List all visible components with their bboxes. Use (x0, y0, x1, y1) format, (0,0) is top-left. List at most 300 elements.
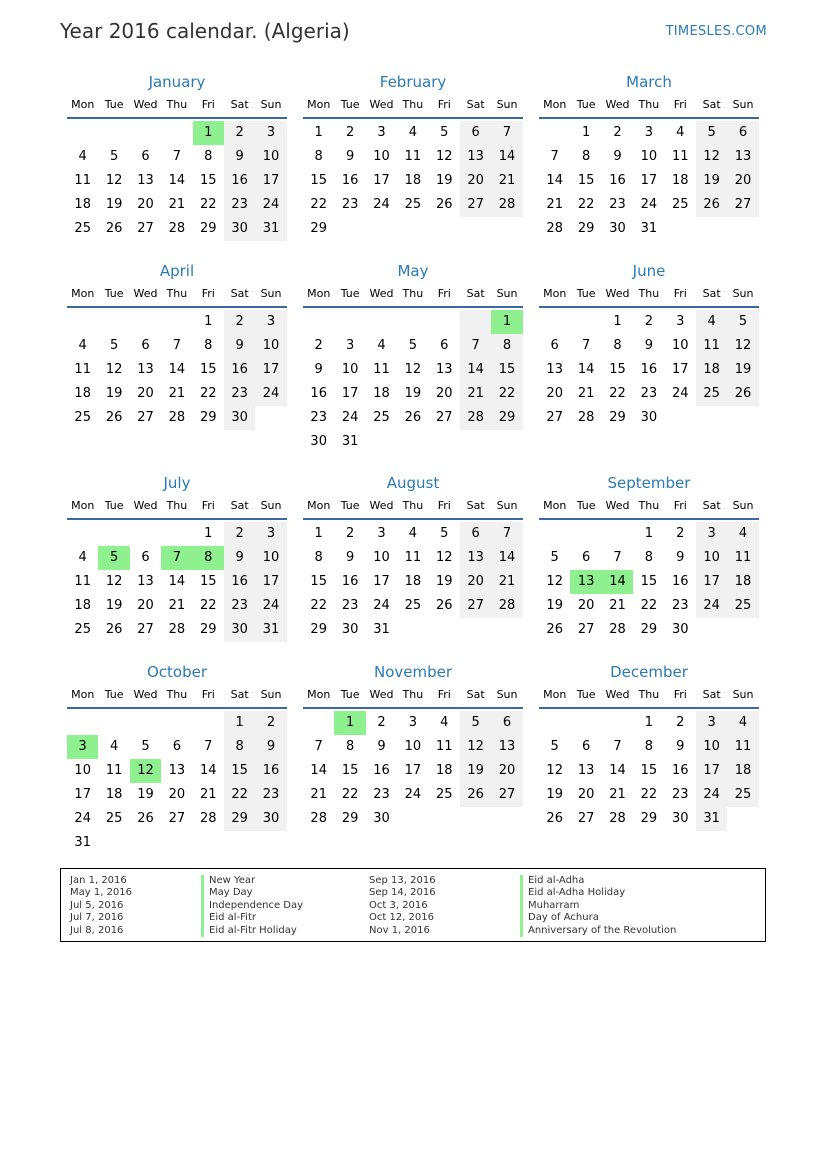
weekday-label: Sun (732, 287, 754, 300)
weekday-header (539, 686, 759, 709)
day-cell: 1 (613, 314, 622, 329)
weekday-label: Sun (732, 499, 754, 512)
day-cell: 20 (727, 169, 758, 193)
day-cell: 8 (314, 149, 323, 164)
day-cell: 31 (255, 217, 286, 241)
day-cell: 4 (727, 711, 758, 735)
day-cell: 21 (491, 169, 522, 193)
weekday-label: Wed (369, 499, 394, 512)
day-cell: 27 (460, 594, 491, 618)
day-cell: 18 (727, 570, 758, 594)
day-cell: 13 (435, 362, 453, 377)
legend-entry: Oct 12, 2016 (369, 912, 434, 924)
day-cell: 24 (255, 594, 286, 618)
day-cell: 26 (435, 197, 453, 212)
weekday-label: Wed (133, 98, 158, 111)
day-cell: 23 (671, 787, 689, 802)
legend-entry: Nov 1, 2016 (369, 924, 430, 936)
day-cell: 22 (609, 386, 626, 401)
day-cell: 8 (644, 739, 653, 754)
day-cell: 26 (546, 811, 563, 826)
day-cell: 18 (671, 173, 689, 188)
day-cell: 17 (255, 358, 286, 382)
empty-cell (366, 310, 397, 334)
day-cell: 27 (727, 193, 758, 217)
day-cell: 27 (137, 622, 154, 637)
month-name: November (373, 663, 453, 681)
legend-entry: Eid al-Fitr (201, 912, 303, 924)
empty-cell (98, 711, 129, 735)
weekday-label: Tue (340, 688, 360, 701)
day-cell: 22 (640, 598, 658, 613)
day-cell: 13 (137, 574, 154, 589)
day-cell: 11 (74, 574, 91, 589)
day-cell: 16 (224, 358, 255, 382)
day-cell: 30 (341, 622, 359, 637)
weekday-label: Sun (260, 688, 282, 701)
weekday-label: Tue (576, 98, 596, 111)
day-cell: 14 (460, 358, 491, 382)
empty-cell (98, 522, 129, 546)
day-cell: 15 (640, 574, 658, 589)
empty-cell (67, 121, 98, 145)
weekday-label: Fri (201, 499, 215, 512)
day-cell: 10 (341, 362, 359, 377)
day-cell: 9 (613, 149, 622, 164)
month-name: February (379, 73, 447, 91)
weekday-label: Wed (605, 688, 630, 701)
day-cell: 13 (168, 763, 186, 778)
day-cell: 18 (373, 386, 390, 401)
month-august (303, 473, 523, 642)
day-cell: 14 (310, 763, 327, 778)
day-cell: 1 (314, 125, 323, 140)
day-cell: 28 (577, 410, 595, 425)
day-cell: 23 (310, 410, 327, 425)
day-cell: 31 (255, 618, 286, 642)
empty-cell (429, 310, 460, 334)
month-name: March (626, 73, 672, 91)
day-cell: 2 (613, 125, 622, 140)
day-cell: 22 (199, 197, 217, 212)
weekday-label: Thu (166, 287, 188, 300)
empty-cell (67, 310, 98, 334)
day-cell: 3 (377, 526, 386, 541)
day-cell: 6 (581, 550, 591, 565)
day-cell: 2 (255, 711, 286, 735)
day-cell: 5 (440, 526, 449, 541)
day-cell: 29 (609, 410, 626, 425)
weekday-label: Sat (702, 688, 721, 701)
legend-entry: May 1, 2016 (70, 887, 133, 899)
weekday-label: Wed (369, 287, 394, 300)
weekday-label: Thu (402, 499, 424, 512)
day-cell: 21 (609, 598, 626, 613)
day-cell: 11 (373, 362, 390, 377)
day-cell: 22 (640, 787, 658, 802)
day-cell: 16 (640, 362, 658, 377)
day-cell: 19 (546, 787, 563, 802)
day-cell: 7 (581, 338, 591, 353)
day-cell: 25 (74, 221, 91, 236)
day-cell: 28 (168, 221, 186, 236)
empty-cell (67, 711, 98, 735)
month-name: September (607, 474, 691, 492)
day-cell: 23 (224, 382, 255, 406)
day-cell: 25 (105, 811, 123, 826)
weekday-header (67, 497, 287, 520)
weekday-label: Tue (104, 287, 124, 300)
day-cell: 10 (255, 546, 286, 570)
weekday-label: Sat (230, 499, 249, 512)
day-cell: 12 (435, 149, 453, 164)
weekday-label: Thu (638, 287, 660, 300)
weekday-label: Fri (437, 688, 451, 701)
day-cell: 25 (696, 382, 727, 406)
weekday-label: Mon (543, 688, 567, 701)
day-cell: 18 (105, 787, 123, 802)
day-cell: 11 (727, 735, 758, 759)
days-grid (67, 121, 287, 241)
day-cell: 16 (224, 570, 255, 594)
day-cell: 24 (373, 598, 390, 613)
day-cell: 2 (224, 310, 255, 334)
day-cell: 20 (491, 759, 522, 783)
month-name: July (163, 474, 191, 492)
day-cell: 26 (105, 221, 123, 236)
day-cell: 28 (168, 410, 186, 425)
weekday-label: Sat (466, 688, 485, 701)
day-cell: 16 (671, 763, 689, 778)
days-grid (539, 711, 759, 831)
month-october (67, 662, 287, 855)
day-cell: 12 (546, 763, 563, 778)
weekday-label: Tue (340, 98, 360, 111)
empty-cell (161, 522, 192, 546)
day-cell: 27 (137, 221, 154, 236)
legend-entry: Day of Achura (520, 912, 676, 924)
empty-cell (539, 711, 570, 735)
day-cell: 13 (727, 145, 758, 169)
day-cell: 7 (161, 546, 192, 570)
weekday-label: Sat (466, 499, 485, 512)
weekday-label: Sun (260, 499, 282, 512)
days-grid (303, 522, 523, 642)
day-cell: 11 (727, 546, 758, 570)
legend-entry: Sep 14, 2016 (369, 887, 436, 899)
empty-cell (98, 121, 129, 145)
weekday-header (539, 96, 759, 119)
day-cell: 9 (644, 338, 653, 353)
weekday-label: Mon (543, 98, 567, 111)
legend-entry: Eid al-Adha Holiday (520, 887, 676, 899)
weekday-label: Wed (605, 499, 630, 512)
day-cell: 25 (727, 594, 758, 618)
day-cell: 12 (105, 574, 123, 589)
day-cell: 8 (581, 149, 591, 164)
weekday-label: Wed (369, 688, 394, 701)
days-grid (67, 711, 287, 855)
day-cell: 30 (373, 811, 390, 826)
day-cell: 9 (255, 735, 286, 759)
day-cell: 21 (168, 598, 186, 613)
empty-cell (67, 522, 98, 546)
day-cell: 6 (460, 522, 491, 546)
weekday-label: Sat (702, 98, 721, 111)
day-cell: 5 (98, 546, 129, 570)
weekday-label: Sun (260, 287, 282, 300)
day-cell: 9 (676, 739, 685, 754)
month-march (539, 72, 759, 241)
day-cell: 20 (577, 787, 595, 802)
day-cell: 27 (577, 622, 595, 637)
day-cell: 6 (550, 338, 559, 353)
day-cell: 10 (671, 338, 689, 353)
day-cell: 8 (314, 550, 323, 565)
weekday-label: Mon (307, 688, 331, 701)
day-cell: 12 (696, 145, 727, 169)
day-cell: 9 (377, 739, 386, 754)
month-may (303, 261, 523, 454)
legend-entry: New Year (201, 875, 303, 887)
day-cell: 11 (671, 149, 689, 164)
weekday-label: Thu (166, 499, 188, 512)
day-cell: 25 (74, 410, 91, 425)
day-cell: 23 (341, 598, 359, 613)
holiday-legend (60, 868, 766, 942)
day-cell: 24 (671, 386, 689, 401)
day-cell: 22 (199, 386, 217, 401)
day-cell: 14 (491, 546, 522, 570)
day-cell: 20 (137, 598, 154, 613)
day-cell: 9 (676, 550, 685, 565)
weekday-label: Wed (605, 98, 630, 111)
day-cell: 8 (491, 334, 522, 358)
day-cell: 18 (74, 598, 91, 613)
weekday-label: Sun (732, 688, 754, 701)
day-cell: 14 (546, 173, 563, 188)
day-cell: 15 (609, 362, 626, 377)
day-cell: 24 (255, 193, 286, 217)
day-cell: 23 (224, 193, 255, 217)
day-cell: 21 (168, 386, 186, 401)
month-name: August (386, 474, 440, 492)
legend-entry: Anniversary of the Revolution (520, 925, 676, 937)
day-cell: 18 (404, 574, 422, 589)
day-cell: 5 (408, 338, 417, 353)
day-cell: 28 (609, 811, 626, 826)
month-name: May (397, 262, 429, 280)
day-cell: 30 (671, 811, 689, 826)
weekday-label: Sat (230, 287, 249, 300)
weekday-label: Sat (702, 499, 721, 512)
day-cell: 19 (105, 386, 123, 401)
day-cell: 5 (460, 711, 491, 735)
day-cell: 26 (105, 410, 123, 425)
day-cell: 16 (671, 574, 689, 589)
day-cell: 6 (581, 739, 591, 754)
weekday-header (67, 686, 287, 709)
empty-cell (130, 522, 161, 546)
day-cell: 4 (727, 522, 758, 546)
day-cell: 1 (581, 125, 591, 140)
days-grid (67, 522, 287, 642)
day-cell: 4 (696, 310, 727, 334)
day-cell: 19 (435, 173, 453, 188)
day-cell: 28 (491, 594, 522, 618)
day-cell: 14 (168, 574, 186, 589)
empty-cell (602, 711, 633, 735)
weekday-label: Thu (638, 98, 660, 111)
day-cell: 30 (224, 618, 255, 642)
day-cell: 1 (193, 121, 224, 145)
day-cell: 8 (204, 338, 213, 353)
day-cell: 13 (491, 735, 522, 759)
weekday-label: Mon (543, 287, 567, 300)
day-cell: 7 (491, 522, 522, 546)
day-cell: 17 (74, 787, 91, 802)
day-cell: 21 (609, 787, 626, 802)
day-cell: 20 (460, 570, 491, 594)
day-cell: 26 (727, 382, 758, 406)
day-cell: 2 (377, 715, 386, 730)
legend-entry: Muharram (520, 900, 676, 912)
day-cell: 15 (224, 759, 255, 783)
day-cell: 9 (224, 145, 255, 169)
day-cell: 1 (491, 310, 522, 334)
month-name: October (146, 663, 208, 681)
day-cell: 27 (137, 410, 154, 425)
day-cell: 8 (193, 546, 224, 570)
day-cell: 22 (224, 783, 255, 807)
day-cell: 26 (105, 622, 123, 637)
empty-cell (334, 310, 365, 334)
day-cell: 12 (460, 735, 491, 759)
day-cell: 18 (74, 386, 91, 401)
day-cell: 5 (109, 338, 119, 353)
day-cell: 10 (255, 145, 286, 169)
day-cell: 7 (314, 739, 323, 754)
day-cell: 11 (74, 362, 91, 377)
day-cell: 2 (224, 522, 255, 546)
day-cell: 14 (491, 145, 522, 169)
day-cell: 15 (199, 574, 217, 589)
day-cell: 17 (341, 386, 359, 401)
day-cell: 29 (310, 221, 327, 236)
day-cell: 8 (224, 735, 255, 759)
day-cell: 5 (440, 125, 449, 140)
weekday-label: Sun (496, 499, 518, 512)
day-cell: 13 (460, 546, 491, 570)
weekday-label: Fri (201, 688, 215, 701)
legend-entry: Jul 7, 2016 (70, 912, 124, 924)
day-cell: 22 (341, 787, 359, 802)
weekday-label: Fri (437, 499, 451, 512)
weekday-label: Wed (133, 499, 158, 512)
day-cell: 20 (577, 598, 595, 613)
weekday-label: Fri (201, 98, 215, 111)
day-cell: 16 (341, 173, 359, 188)
weekday-label: Wed (605, 287, 630, 300)
day-cell: 15 (199, 173, 217, 188)
day-cell: 25 (435, 787, 453, 802)
weekday-header (67, 96, 287, 119)
day-cell: 30 (224, 406, 255, 430)
day-cell: 7 (460, 334, 491, 358)
empty-cell (161, 310, 192, 334)
day-cell: 5 (727, 310, 758, 334)
day-cell: 13 (577, 763, 595, 778)
days-grid (303, 310, 523, 454)
day-cell: 23 (341, 197, 359, 212)
weekday-label: Wed (369, 98, 394, 111)
day-cell: 14 (577, 362, 595, 377)
month-name: December (610, 663, 688, 681)
weekday-label: Tue (576, 688, 596, 701)
day-cell: 4 (440, 715, 449, 730)
day-cell: 1 (334, 711, 365, 735)
day-cell: 14 (168, 362, 186, 377)
day-cell: 16 (341, 574, 359, 589)
day-cell: 18 (727, 759, 758, 783)
day-cell: 21 (491, 570, 522, 594)
day-cell: 24 (696, 783, 727, 807)
day-cell: 26 (460, 783, 491, 807)
day-cell: 6 (172, 739, 181, 754)
weekday-label: Sat (702, 287, 721, 300)
legend-names-left (201, 875, 303, 937)
day-cell: 19 (137, 787, 154, 802)
empty-cell (98, 310, 129, 334)
legend-entry: May Day (201, 887, 303, 899)
day-cell: 29 (199, 622, 217, 637)
day-cell: 25 (74, 622, 91, 637)
weekday-label: Thu (402, 98, 424, 111)
empty-cell (539, 522, 570, 546)
day-cell: 2 (345, 125, 355, 140)
day-cell: 8 (345, 739, 355, 754)
day-cell: 4 (408, 125, 417, 140)
day-cell: 19 (404, 386, 422, 401)
day-cell: 6 (460, 121, 491, 145)
day-cell: 15 (310, 574, 327, 589)
weekday-label: Tue (104, 98, 124, 111)
day-cell: 30 (310, 434, 327, 449)
day-cell: 4 (109, 739, 119, 754)
day-cell: 30 (255, 807, 286, 831)
weekday-label: Mon (71, 98, 95, 111)
empty-cell (397, 310, 428, 334)
day-cell: 12 (404, 362, 422, 377)
day-cell: 4 (78, 149, 87, 164)
month-name: June (632, 262, 666, 280)
brand-link[interactable]: TIMESLES.COM (665, 24, 767, 39)
day-cell: 10 (404, 739, 422, 754)
empty-cell (193, 711, 224, 735)
empty-cell (161, 711, 192, 735)
day-cell: 12 (105, 362, 123, 377)
day-cell: 14 (602, 570, 633, 594)
day-cell: 31 (341, 434, 359, 449)
day-cell: 29 (310, 622, 327, 637)
day-cell: 3 (67, 735, 98, 759)
day-cell: 1 (314, 526, 323, 541)
weekday-label: Mon (71, 499, 95, 512)
day-cell: 2 (314, 338, 323, 353)
day-cell: 13 (137, 173, 154, 188)
weekday-label: Tue (576, 287, 596, 300)
days-grid (303, 711, 523, 831)
